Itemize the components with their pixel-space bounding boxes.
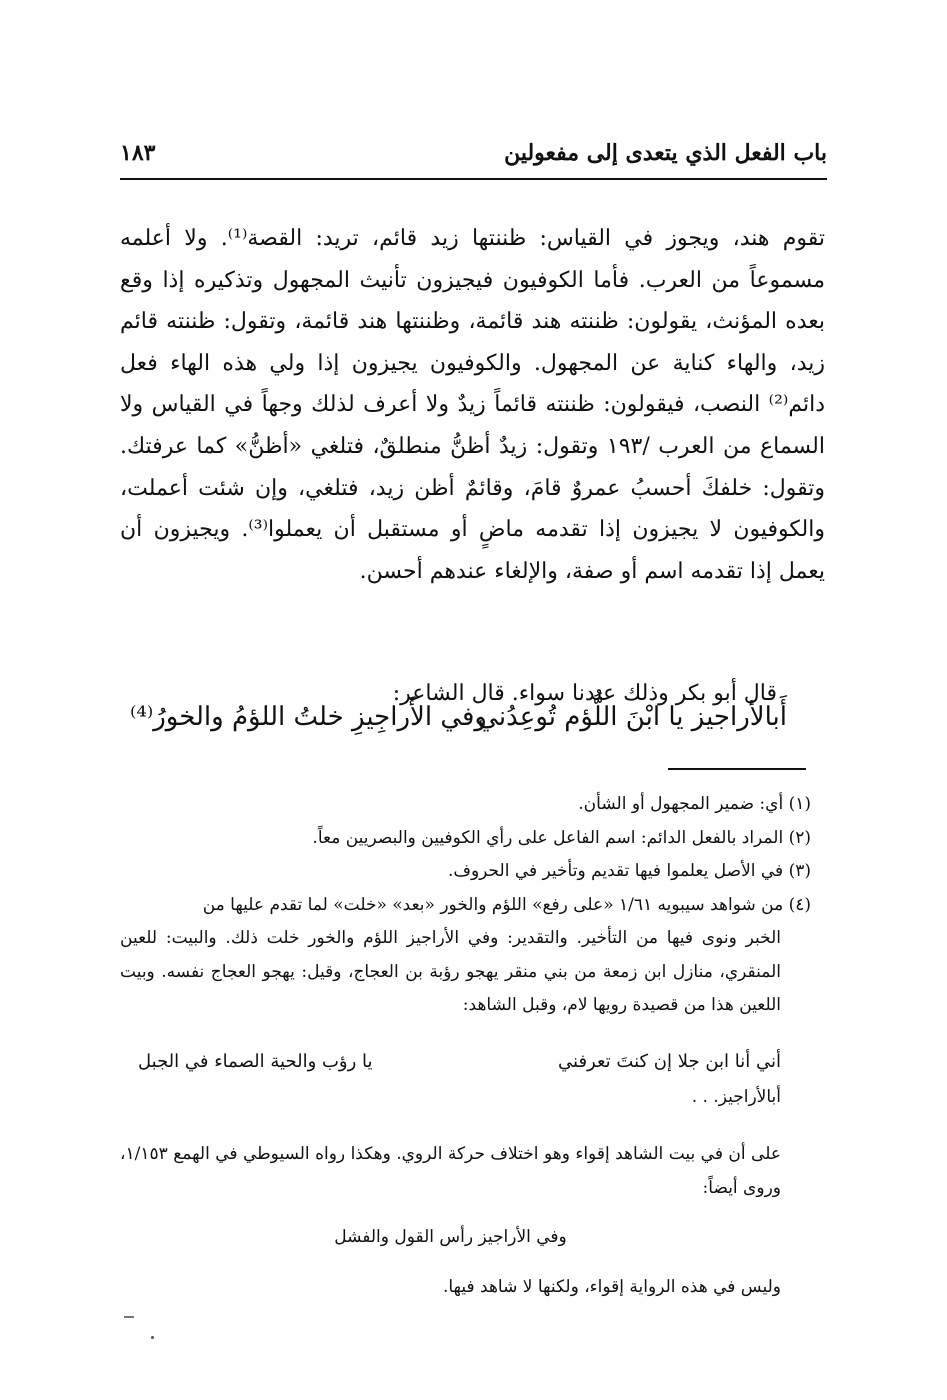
footnotes [120,788,811,1304]
footnote-4-trail: أبالأراجيز. . . [691,1086,781,1107]
verse-second-hemistich: وفي الأَراجِيزِ خلتُ اللؤمُ والخورُ⁽⁴⁾ [130,702,487,732]
footnote-4-body: الخبر ونوى فيها من التأخير. والتقدير: وفي الأراجيز اللؤم والخور خلت ذلك. والبيت: للعين المنقري، منازل ابن زمعة من بني منقر يهجو رؤبة بن العجاج، وقيل: يهجو العجاج نفسه. وبيت اللعين هذا من قصيدة رويها لام، وقبل الشاهد: [120,928,781,1015]
footnote-4-alt-verse: وفي الأراجيز رأس القول والفشل [334,1227,567,1247]
footnote-4-note: على أن في بيت الشاهد إقواء وهو اختلاف حركة الروي. وهكذا رواه السيوطي في الهمع ١/١٥٣، وروى أيضاً: [120,1144,781,1198]
footnote-4-final: وليس في هذه الرواية إقواء، ولكنها لا شاهد فيها. [442,1276,781,1297]
poetry-verse [130,698,787,746]
quote-intro: قال أبو بكر وذلك عندنا سواء. قال الشاعر: [392,681,777,706]
running-header [120,140,827,176]
verse-first-hemistich: أَبالأراجيز يا ابْنَ اللُّؤم تُوعِدُني [477,702,787,732]
footnote-verse-first: أني أنا ابن جلا إن كنتَ تعرفني [558,1050,781,1072]
footnote-4-lead: (٤) من شواهد سيبويه ١/٦١ «على رفع» اللؤم والخور «بعد» «خلت» لما تقدم عليها من [202,894,811,915]
footnote-2: (٢) المراد بالفعل الدائم: اسم الفاعل على رأي الكوفيين والبصريين معاً. [312,827,811,848]
footnote-3: (٣) في الأصل يعلموا فيها تقديم وتأخير في الحروف. [447,861,811,881]
footnote-verse-second: يا رؤب والحية الصماء في الجبل [138,1050,373,1072]
scan-dot [151,1336,154,1339]
header-rule [120,178,827,180]
main-text: تقوم هند، ويجوز في القياس: ظننتها زيد قائم، تريد: القصة⁽¹⁾. ولا أعلمه مسموعاً من العرب. فأما الكوفيون فيجيزون تأنيث المجهول وتذكيره إذا وقع بعده المؤنث، يقولون: ظننته هند قائمة، وظننتها هند قائمة، وتقول: ظننته قائم زيد، والهاء كناية عن المجهول. والكوفيون يجيزون إذا ولي هذه الهاء فعل دائم⁽²⁾ النصب، فيقولون: ظننته قائماً زيدٌ ولا أعرف لذلك وجهاً في القياس ولا السماع من العرب /١٩٣ وتقول: زيدٌ أظنُّ منطلقٌ، فتلغي «أظنُّ» كما عرفتك. وتقول: خلفكَ أحسبُ عمروٌ قامَ، وقائمٌ أظن زيد، فتلغي، وإن شئت أعملت، والكوفيون لا يجيزون إذا تقدمه ماضٍ أو مستقبل أن يعملوا⁽³⁾. ويجيزون أن يعمل إذا تقدمه اسم أو صفة، والإلغاء عندهم أحسن. [120,226,826,584]
footnote-4-verse [120,1041,811,1081]
scan-mark [124,1316,134,1318]
footnote-separator [668,768,806,770]
chapter-title: باب الفعل الذي يتعدى إلى مفعولين [504,140,827,166]
footnote-1: (١) أي: ضمير المجهول أو الشأن. [578,794,811,814]
page-number: ١٨٣ [120,140,156,166]
